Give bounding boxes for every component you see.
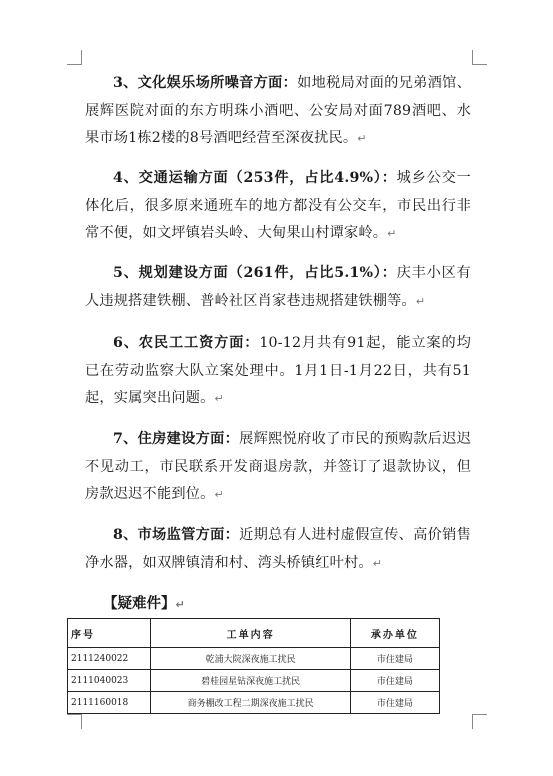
paragraph-planning: 5、规划建设方面（261件，占比5.1%）：庆丰小区有人违规搭建铁棚、普岭社区肖家巷违规搭建铁棚等。↵ bbox=[85, 265, 471, 309]
column-header-serial: 序号 bbox=[68, 619, 151, 648]
crop-mark-bottom-right bbox=[472, 714, 487, 729]
cell-unit: 市住建局 bbox=[350, 692, 439, 714]
cell-unit: 市住建局 bbox=[350, 648, 439, 670]
cell-serial: 2111040023 bbox=[68, 670, 151, 692]
cell-content: 碧桂园星钻深夜施工扰民 bbox=[151, 670, 350, 692]
table-row bbox=[68, 692, 440, 714]
column-header-unit: 承办单位 bbox=[350, 619, 439, 648]
paragraph-housing: 7、住房建设方面：展辉熙悦府收了市民的预购款后迟迟不见动工，市民联系开发商退房款，并签订了退款协议，但房款迟迟不能到位。↵ bbox=[85, 431, 471, 502]
cell-content: 商务棚改工程二期深夜施工扰民 bbox=[151, 692, 350, 714]
cell-unit: 市住建局 bbox=[350, 670, 439, 692]
column-header-content: 工单内容 bbox=[151, 619, 350, 648]
table-row bbox=[68, 648, 440, 670]
paragraph-migrant-wages: 6、农民工工资方面：10-12月共有91起，能立案的均已在劳动监察大队立案处理中。1月1日-1月22日，共有51起，实属突出问题。↵ bbox=[85, 335, 471, 406]
difficult-cases-table bbox=[67, 618, 440, 714]
crop-mark-bottom-left bbox=[67, 714, 82, 729]
paragraph-entertainment-noise: 3、文化娱乐场所噪音方面：如地税局对面的兄弟酒馆、展辉医院对面的东方明珠小酒吧、公安局对面789酒吧、水果市场1栋2楼的8号酒吧经营至深夜扰民。↵ bbox=[85, 75, 471, 146]
crop-mark-top-right bbox=[472, 50, 487, 65]
crop-mark-top-left bbox=[67, 50, 82, 65]
cell-content: 乾浦大院深夜施工扰民 bbox=[151, 648, 350, 670]
table-row bbox=[68, 670, 440, 692]
cell-serial: 2111240022 bbox=[68, 648, 151, 670]
cell-serial: 2111160018 bbox=[68, 692, 151, 714]
paragraph-market-regulation: 8、市场监管方面：近期总有人进村虚假宣传、高价销售净水器，如双牌镇清和村、湾头桥镇红叶村。↵ bbox=[85, 527, 471, 571]
table-header-row bbox=[68, 619, 440, 648]
section-heading-difficult-cases: 【疑难件】↵ bbox=[103, 595, 185, 612]
paragraph-transport: 4、交通运输方面（253件，占比4.9%）：城乡公交一体化后，很多原来通班车的地方都没有公交车，市民出行非常不便，如文坪镇岩头岭、大甸果山村谭家岭。↵ bbox=[85, 170, 471, 241]
